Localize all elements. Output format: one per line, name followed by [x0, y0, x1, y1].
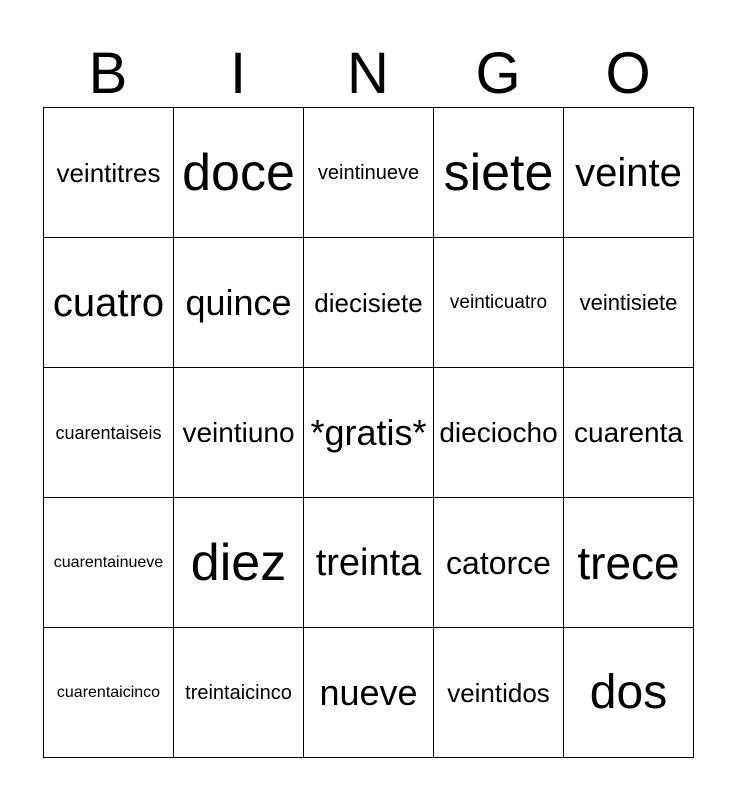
bingo-cell[interactable]: veintinueve	[304, 108, 434, 238]
bingo-cell[interactable]: cuatro	[44, 238, 174, 368]
bingo-cell[interactable]: diecisiete	[304, 238, 434, 368]
bingo-cell free-space[interactable]: *gratis*	[304, 368, 434, 498]
bingo-cell[interactable]: cuarentainueve	[44, 498, 174, 628]
bingo-cell[interactable]: cuarenta	[564, 368, 694, 498]
bingo-cell[interactable]: catorce	[434, 498, 564, 628]
bingo-cell[interactable]: nueve	[304, 628, 434, 758]
bingo-cell[interactable]: treinta	[304, 498, 434, 628]
bingo-cell[interactable]: trece	[564, 498, 694, 628]
bingo-cell[interactable]: dieciocho	[434, 368, 564, 498]
bingo-cell[interactable]: veinticuatro	[434, 238, 564, 368]
bingo-cell[interactable]: treintaicinco	[174, 628, 304, 758]
header-letter-i: I	[229, 41, 247, 106]
bingo-cell[interactable]: quince	[174, 238, 304, 368]
header-letter-n: N	[347, 41, 389, 106]
bingo-header	[43, 40, 693, 108]
header-letter-o: O	[605, 41, 651, 106]
header-letter-b: B	[88, 41, 128, 106]
bingo-cell[interactable]: cuarentaicinco	[44, 628, 174, 758]
bingo-cell[interactable]: veintisiete	[564, 238, 694, 368]
bingo-cell[interactable]: veintiuno	[174, 368, 304, 498]
bingo-board	[43, 107, 694, 758]
bingo-cell[interactable]: veintitres	[44, 108, 174, 238]
header-letter-g: G	[475, 41, 521, 106]
bingo-cell[interactable]: cuarentaiseis	[44, 368, 174, 498]
bingo-cell[interactable]: doce	[174, 108, 304, 238]
bingo-cell[interactable]: veintidos	[434, 628, 564, 758]
bingo-cell[interactable]: veinte	[564, 108, 694, 238]
bingo-cell[interactable]: diez	[174, 498, 304, 628]
bingo-cell[interactable]: siete	[434, 108, 564, 238]
bingo-cell[interactable]: dos	[564, 628, 694, 758]
